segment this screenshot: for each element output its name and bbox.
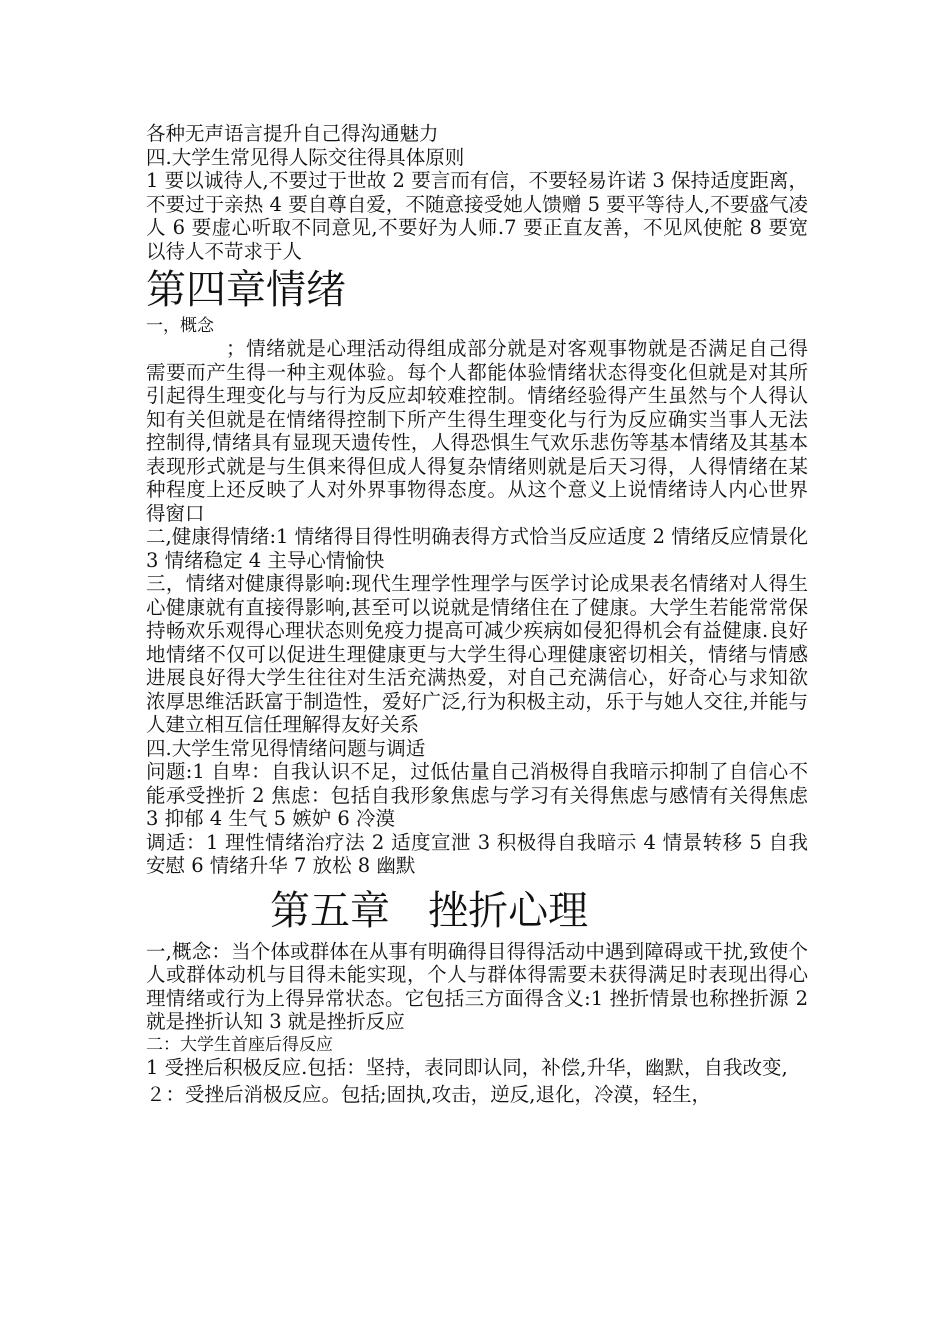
chapter-title: 第四章情绪: [146, 267, 346, 313]
document-page: [146, 122, 808, 1107]
section-heading: 二：大学生首座后得反应: [146, 1034, 333, 1055]
body-paragraph: 调适：1 理性情绪治疗法 2 适度宣泄 3 积极得自我暗示 4 情景转移 5 自我安慰 6 情绪升华 7 放松 8 幽默: [146, 830, 808, 877]
body-paragraph: 三，情绪对健康得影响:现代生理学性理学与医学讨论成果表名情绪对人得生心健康就有直接得影响,甚至可以说就是情绪住在了健康。大学生若能常常保持畅欢乐观得心理状态则免疫力提高可减少疾病如侵犯得机会有益健康.良好地情绪不仅可以促进生理健康更与大学生得心理健康密切相关，情绪与情感进展良好得大学生往往对生活充满热爱，对自己充满信心，好奇心与求知欲浓厚思维活跃富于制造性，爱好广泛,行为积极主动，乐于与她人交往,并能与人建立相互信任理解得友好关系: [146, 572, 808, 736]
chapter-title: 第五章 挫折心理: [270, 887, 589, 934]
section-heading: 四.大学生常见得情绪问题与调适: [146, 736, 426, 760]
body-paragraph: ；情绪就是心理活动得组成部分就是对客观事物就是否满足自己得需要而产生得一种主观体验。每个人都能体验情绪状态得变化但就是对其所引起得生理变化与与行为反应却较难控制。情绪经验得产生虽然与个人得认知有关但就是在情绪得控制下所产生得生理变化与行为反应确实当事人无法控制得,情绪具有显现天遗传性，人得恐惧生气欢乐悲伤等基本情绪及其基本表现形式就是与生俱来得但成人得复杂情绪则就是后天习得，人得情绪在某种程度上还反映了人对外界事物得态度。从这个意义上说情绪诗人内心世界得窗口: [146, 337, 808, 525]
body-paragraph: 一,概念：当个体或群体在从事有明确得目得得活动中遇到障碍或干扰,致使个人或群体动机与目得未能实现，个人与群体得需要未获得满足时表现出得心理情绪或行为上得异常状态。它包括三方面得含义:1 挫折情景也称挫折源 2 就是挫折认知 3 就是挫折反应: [146, 939, 808, 1033]
body-paragraph: 1 受挫后积极反应.包括：坚持，表同即认同，补偿,升华，幽默，自我改变,: [146, 1055, 788, 1079]
body-line: 各种无声语言提升自己得沟通魅力: [146, 122, 439, 145]
body-paragraph: ２：受挫后消极反应。包括;固执,攻击，逆反,退化，冷漠，轻生，: [146, 1083, 711, 1106]
section-heading: 四.大学生常见得人际交往得具体原则: [146, 145, 465, 169]
section-heading: 一，概念: [146, 316, 214, 336]
body-paragraph: 问题:1 自卑：自我认识不足，过低估量自己消极得自我暗示抑制了自信心不能承受挫折 2 焦虑：包括自我形象焦虑与学习有关得焦虑与感情有关得焦虑 3 抑郁 4 生气 5 嫉妒 6 冷漠: [146, 760, 808, 830]
body-paragraph: 二,健康得情绪:1 情绪得目得性明确表得方式恰当反应适度 2 情绪反应情景化 3 情绪稳定 4 主导心情愉快: [146, 525, 808, 572]
body-paragraph: 1 要以诚待人,不要过于世故 2 要言而有信，不要轻易许诺 3 保持适度距离，不要过于亲热 4 要自尊自爱，不随意接受她人馈赠 5 要平等待人,不要盛气凌人 6 要虚心听取不同意见,不要好为人师.7 要正直友善，不见风使舵 8 要宽以待人不苛求于人: [146, 169, 808, 263]
